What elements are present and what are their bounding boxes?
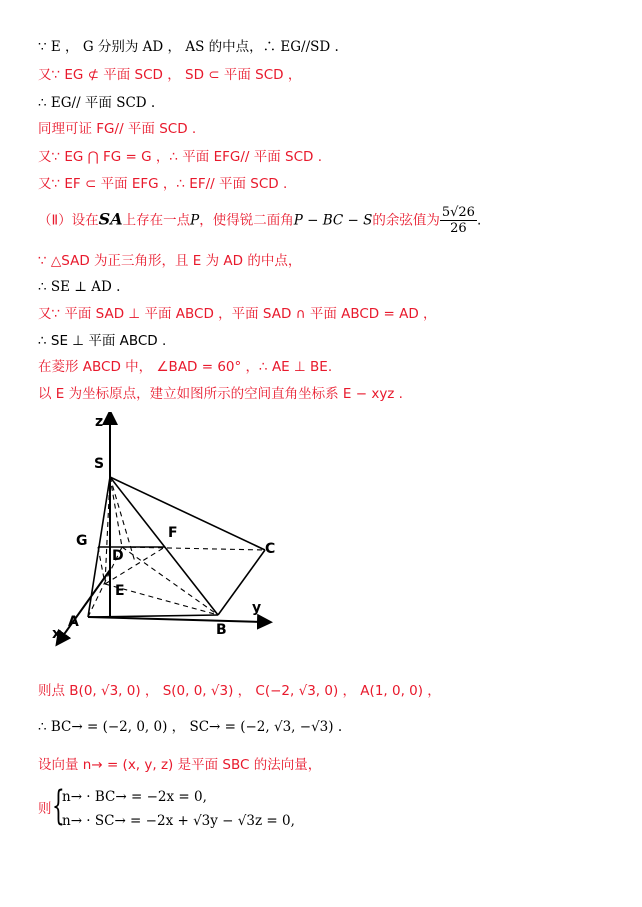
reason-line-5: 在菱形 ABCD 中， ∠BAD = 60° ，∴ AE ⊥ BE. — [38, 359, 333, 375]
reason-line-6: 以 E 为坐标原点，建立如图所示的空间直角坐标系 E − xyz . — [38, 386, 403, 402]
system-eq-2: n→ · SC→ = −2x + √3y − √3z = 0, — [62, 813, 295, 829]
system-brace: { — [52, 783, 65, 829]
edge-DB — [122, 547, 218, 615]
label-A: A — [68, 614, 79, 630]
label-E: E — [115, 583, 125, 599]
label-D: D — [112, 548, 124, 564]
proof-line-3: ∴ EG// 平面 SCD . — [38, 95, 156, 111]
reason-line-3: 又∵ 平面 SAD ⊥ 平面 ABCD ，平面 SAD ∩ 平面 ABCD = AD ， — [38, 306, 437, 322]
y-axis — [88, 617, 265, 622]
edge-AB — [88, 615, 218, 617]
system-eq-1: n→ · BC→ = −2x = 0, — [62, 789, 207, 805]
cosine-fraction: $\frac{5√26}{26}$ — [441, 205, 475, 236]
proof-line-2: 又∵ EG ⊄ 平面 SCD ， SD ⊂ 平面 SCD ， — [38, 67, 302, 83]
label-B: B — [216, 622, 227, 638]
proof-line-4: 同理可证 FG// 平面 SCD . — [38, 121, 197, 137]
edge-SB — [110, 477, 218, 615]
label-z: z — [95, 414, 104, 430]
proof-line-6: 又∵ EF ⊂ 平面 EFG ，∴ EF// 平面 SCD . — [38, 176, 288, 192]
part2-statement: （Ⅱ）设在SA上存在一点P，使得锐二面角P − BC − S的余弦值为 $\frac{5√26}{26}$ . — [38, 205, 482, 236]
coords-line-3: 设向量 n→ = (x, y, z) 是平面 SBC 的法向量， — [38, 757, 322, 773]
label-F: F — [168, 525, 178, 541]
system-prefix: 则 — [38, 801, 52, 817]
coordinate-figure — [40, 412, 340, 652]
proof-line-5: 又∵ EG ⋂ FG = G ，∴ 平面 EFG// 平面 SCD . — [38, 149, 322, 165]
edge-DC — [122, 547, 265, 550]
reason-line-1: ∵ △SAD 为正三角形，且 E 为 AD 的中点， — [38, 253, 302, 269]
label-x: x — [52, 626, 62, 642]
coords-line-1: 则点 B(0, √3, 0) ， S(0, 0, √3) ， C(−2, √3, 0) ， A(1, 0, 0) ， — [38, 683, 441, 699]
coords-line-2: ∴ BC→ = (−2, 0, 0) ， SC→ = (−2, √3, −√3) . — [38, 719, 343, 735]
reason-line-4: ∴ SE ⊥ 平面 ABCD . — [38, 333, 167, 349]
label-S: S — [94, 456, 105, 472]
proof-line-1: ∵ E ， G 分别为 AD ， AS 的中点，∴ EG//SD . — [38, 39, 339, 55]
label-C: C — [265, 541, 276, 557]
reason-line-2: ∴ SE ⊥ AD . — [38, 279, 121, 295]
label-y: y — [252, 600, 262, 616]
edge-SC — [110, 477, 265, 550]
label-G: G — [76, 533, 88, 549]
